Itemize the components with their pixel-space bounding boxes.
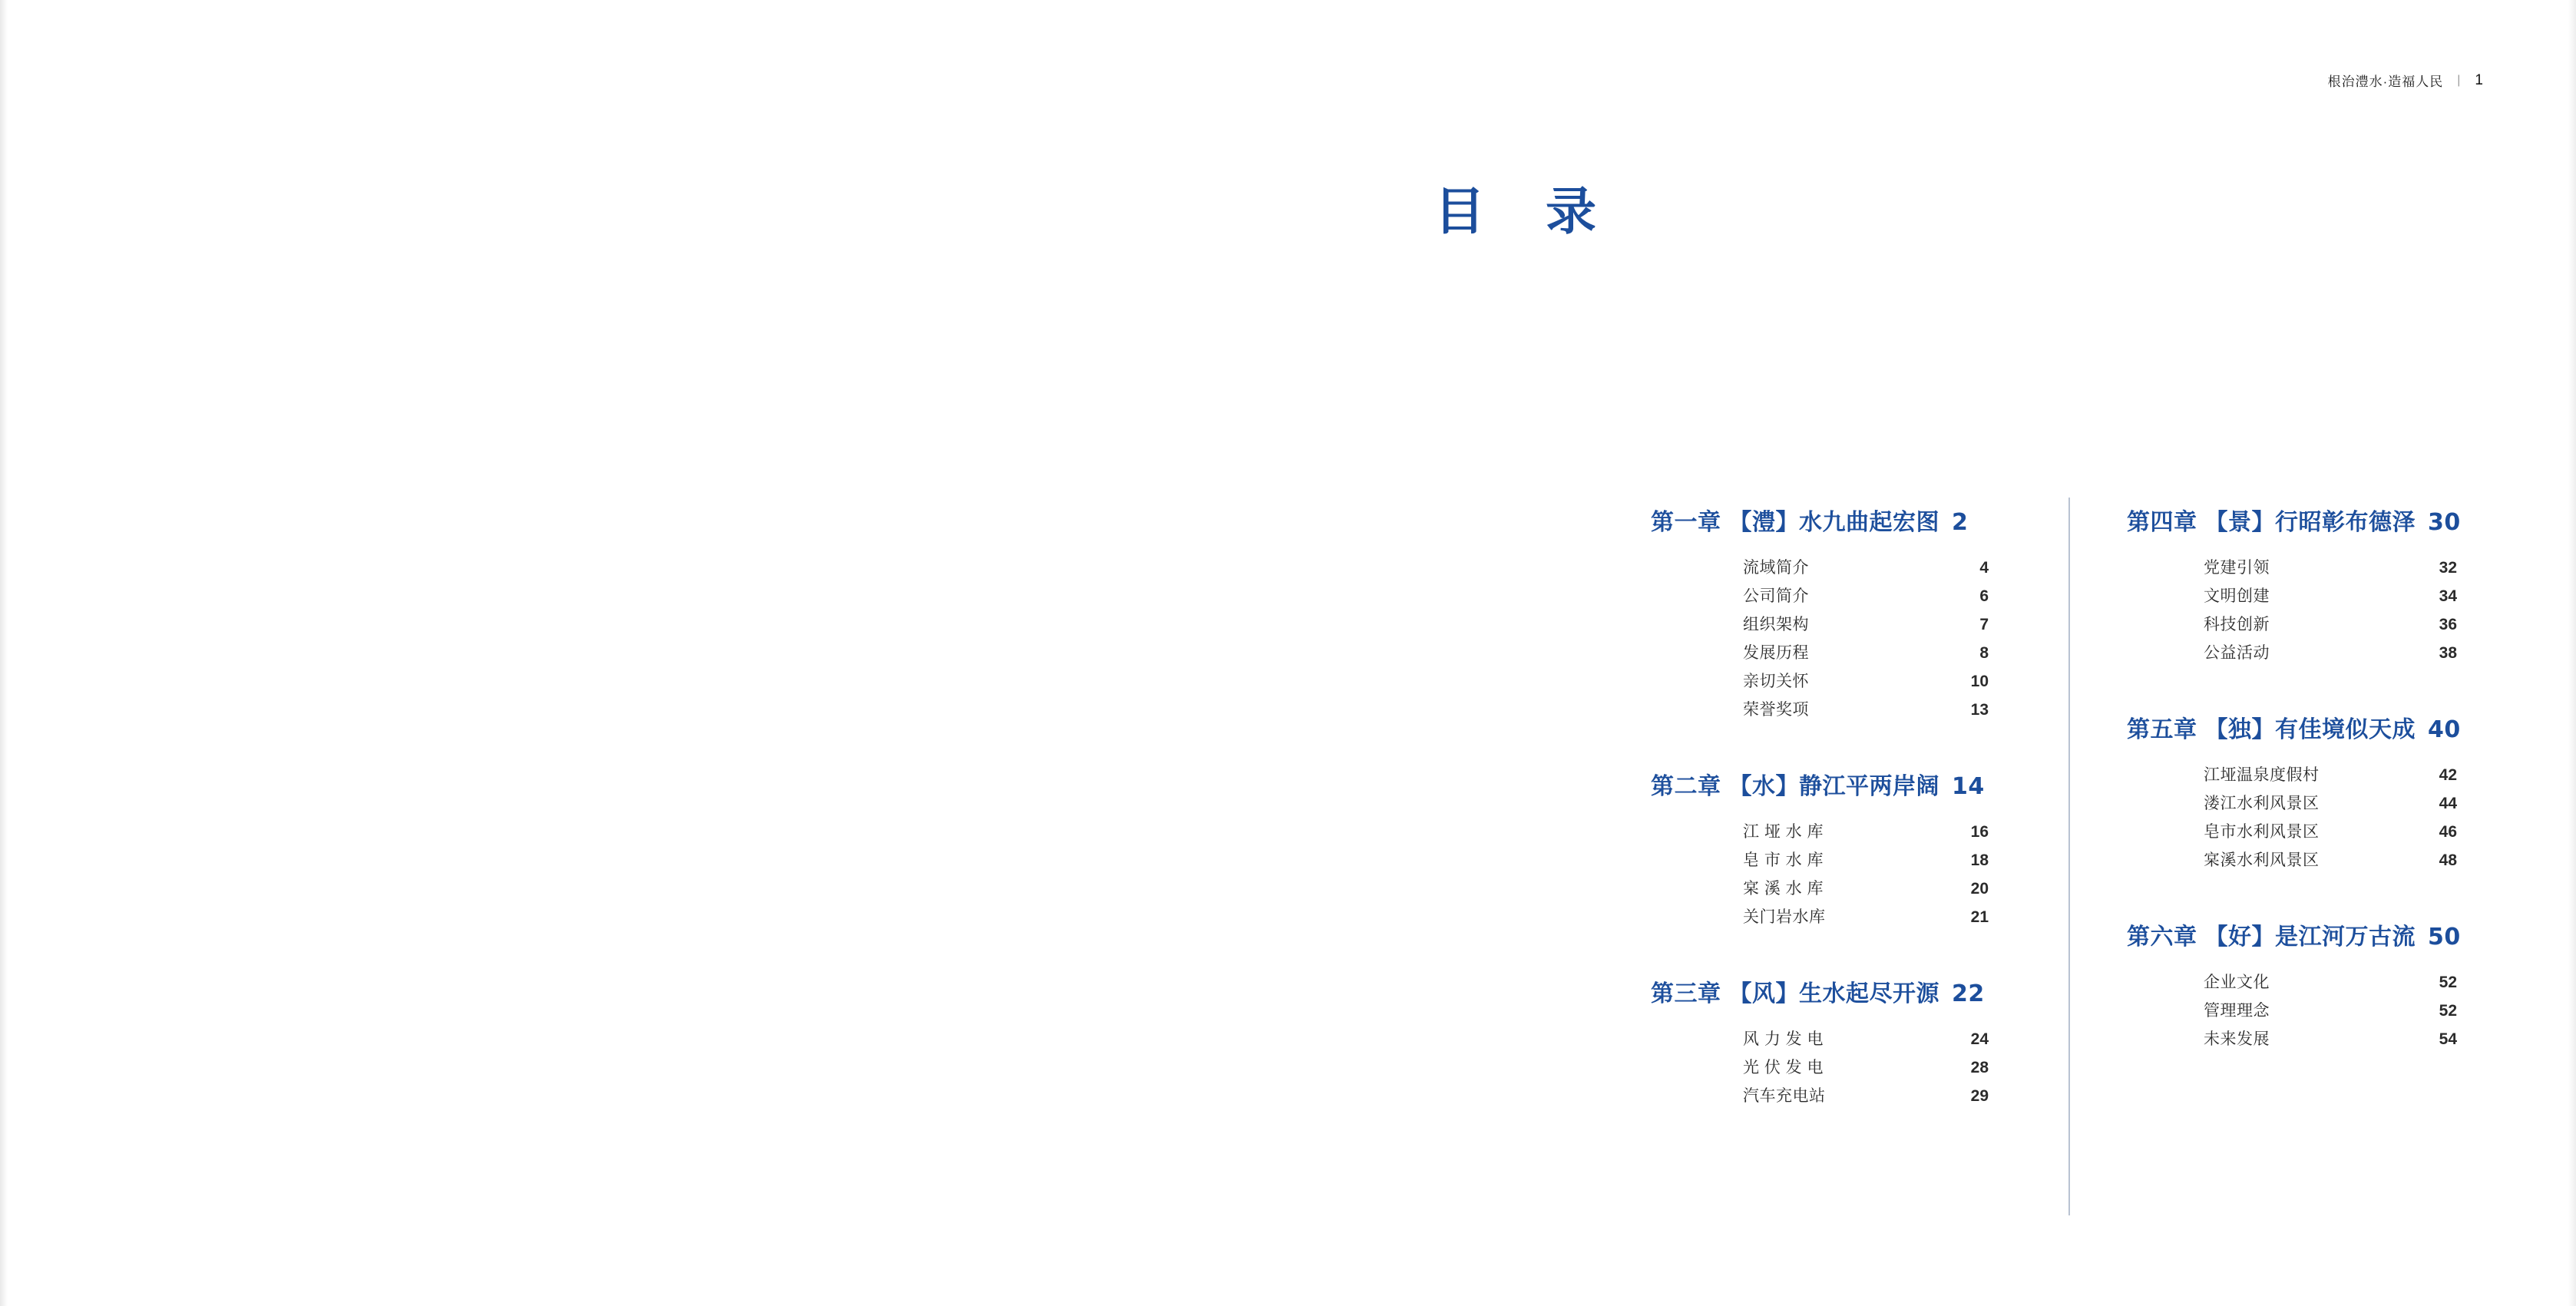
entry-page: 28 <box>1970 1059 1989 1076</box>
page-right-edge-shadow <box>2568 0 2576 1306</box>
entry-label: 企业文化 <box>2204 974 2270 991</box>
chapter-title: 【澧】水九曲起宏图 <box>1728 509 1939 536</box>
entry-label: 科技创新 <box>2204 616 2270 633</box>
entry-page: 29 <box>1970 1087 1989 1105</box>
chapter-number: 第一章 <box>1651 509 1721 536</box>
chapter-number: 第二章 <box>1651 773 1721 800</box>
toc-entry[interactable] <box>1743 818 1989 846</box>
chapter-entries <box>1651 554 2035 724</box>
chapter-title: 【独】有佳境似天成 <box>2204 716 2416 743</box>
chapter-number: 第三章 <box>1651 980 1721 1007</box>
chapter-heading[interactable] <box>2127 710 2511 744</box>
toc-chapter <box>2127 710 2511 875</box>
toc-entry[interactable] <box>2204 1025 2457 1053</box>
toc-entry[interactable] <box>2204 846 2457 875</box>
chapter-entries <box>2127 554 2511 667</box>
chapter-title: 【景】行昭彰布德泽 <box>2204 509 2416 536</box>
chapter-entries <box>1651 818 2035 931</box>
entry-page: 18 <box>1970 851 1989 869</box>
chapter-entries <box>1651 1025 2035 1110</box>
entry-label: 汽车充电站 <box>1743 1087 1826 1105</box>
chapter-heading[interactable] <box>2127 918 2511 951</box>
toc-entry[interactable] <box>1743 610 1989 639</box>
entry-page: 10 <box>1970 673 1989 690</box>
entry-label: 关门岩水库 <box>1743 908 1826 926</box>
chapter-page: 30 <box>2428 509 2461 536</box>
toc-entry[interactable] <box>1743 875 1989 903</box>
chapter-heading[interactable] <box>1651 767 2035 801</box>
toc-entry[interactable] <box>2204 610 2457 639</box>
entry-label: 公司简介 <box>1743 587 1809 605</box>
entry-page: 32 <box>2439 559 2457 577</box>
toc-columns <box>1651 503 2511 1110</box>
chapter-page: 14 <box>1952 773 1985 800</box>
entry-label: 管理理念 <box>2204 1002 2270 1020</box>
entry-label: 组织架构 <box>1743 616 1809 633</box>
toc-entry[interactable] <box>1743 1053 1989 1082</box>
toc-entry[interactable] <box>2204 789 2457 818</box>
chapter-heading[interactable] <box>1651 503 2035 537</box>
toc-entry[interactable] <box>2204 818 2457 846</box>
entry-page: 4 <box>1979 559 1989 577</box>
entry-page: 6 <box>1979 587 1989 605</box>
chapter-page: 2 <box>1952 509 1969 536</box>
entry-page: 8 <box>1979 644 1989 662</box>
chapter-number: 第五章 <box>2127 716 2197 743</box>
entry-page: 42 <box>2439 766 2457 784</box>
entry-label: 江垭温泉度假村 <box>2204 766 2320 784</box>
chapter-title: 【风】生水起尽开源 <box>1728 980 1939 1007</box>
entry-page: 48 <box>2439 851 2457 869</box>
header-slogan: 根治澧水·造福人民 <box>2327 74 2444 89</box>
entry-label: 江 垭 水 库 <box>1743 823 1824 841</box>
toc-chapter <box>1651 974 2035 1110</box>
entry-label: 党建引领 <box>2204 559 2270 577</box>
entry-label: 皂市水利风景区 <box>2204 823 2320 841</box>
toc-entry[interactable] <box>2204 582 2457 610</box>
entry-page: 46 <box>2439 823 2457 841</box>
toc-chapter <box>2127 503 2511 667</box>
entry-page: 24 <box>1970 1030 1989 1048</box>
toc-entry[interactable] <box>2204 997 2457 1025</box>
entry-label: 皂 市 水 库 <box>1743 851 1824 869</box>
toc-entry[interactable] <box>1743 667 1989 696</box>
entry-page: 34 <box>2439 587 2457 605</box>
entry-label: 文明创建 <box>2204 587 2270 605</box>
entry-page: 13 <box>1970 701 1989 719</box>
chapter-entries <box>2127 761 2511 875</box>
entry-label: 溇江水利风景区 <box>2204 795 2320 812</box>
entry-label: 风 力 发 电 <box>1743 1030 1824 1048</box>
toc-entry[interactable] <box>2204 554 2457 582</box>
entry-page: 36 <box>2439 616 2457 633</box>
chapter-page: 40 <box>2428 716 2461 743</box>
entry-page: 54 <box>2439 1030 2457 1048</box>
running-header <box>2328 71 2484 90</box>
toc-entry[interactable] <box>1743 1082 1989 1110</box>
chapter-number: 第六章 <box>2127 924 2197 951</box>
chapter-page: 50 <box>2428 924 2461 951</box>
toc-entry[interactable] <box>2204 968 2457 997</box>
toc-entry[interactable] <box>2204 639 2457 667</box>
toc-entry[interactable] <box>1743 903 1989 931</box>
entry-page: 20 <box>1970 880 1989 898</box>
entry-label: 发展历程 <box>1743 644 1809 662</box>
toc-entry[interactable] <box>1743 554 1989 582</box>
entry-label: 未来发展 <box>2204 1030 2270 1048</box>
toc-entry[interactable] <box>1743 582 1989 610</box>
chapter-title: 【好】是江河万古流 <box>2204 924 2416 951</box>
page-left-edge-shadow <box>0 0 8 1306</box>
entry-label: 荣誉奖项 <box>1743 701 1809 719</box>
chapter-title: 【水】静江平两岸阔 <box>1728 773 1939 800</box>
entry-label: 宲溪水利风景区 <box>2204 851 2320 869</box>
toc-column-right <box>2081 503 2511 1110</box>
entry-page: 38 <box>2439 644 2457 662</box>
entry-page: 7 <box>1979 616 1989 633</box>
chapter-number: 第四章 <box>2127 509 2197 536</box>
page-title: 目 录 <box>1434 182 1618 241</box>
entry-page: 44 <box>2439 795 2457 812</box>
entry-page: 52 <box>2439 1002 2457 1020</box>
header-separator: | <box>2457 73 2462 87</box>
chapter-heading[interactable] <box>2127 503 2511 537</box>
toc-chapter <box>1651 503 2035 724</box>
entry-label: 公益活动 <box>2204 644 2270 662</box>
toc-entry[interactable] <box>1743 1025 1989 1053</box>
entry-label: 流域简介 <box>1743 559 1809 577</box>
chapter-entries <box>2127 968 2511 1053</box>
toc-column-left <box>1651 503 2081 1110</box>
entry-page: 21 <box>1970 908 1989 926</box>
chapter-heading[interactable] <box>1651 974 2035 1008</box>
entry-page: 52 <box>2439 974 2457 991</box>
toc-chapter <box>2127 918 2511 1053</box>
toc-entry[interactable] <box>1743 846 1989 875</box>
header-page-number: 1 <box>2475 71 2484 88</box>
toc-entry[interactable] <box>1743 639 1989 667</box>
entry-label: 光 伏 发 电 <box>1743 1059 1824 1076</box>
entry-page: 16 <box>1970 823 1989 841</box>
entry-label: 宲 溪 水 库 <box>1743 880 1824 898</box>
toc-entry[interactable] <box>2204 761 2457 789</box>
toc-chapter <box>1651 767 2035 931</box>
entry-label: 亲切关怀 <box>1743 673 1809 690</box>
chapter-page: 22 <box>1952 980 1985 1007</box>
toc-entry[interactable] <box>1743 696 1989 724</box>
